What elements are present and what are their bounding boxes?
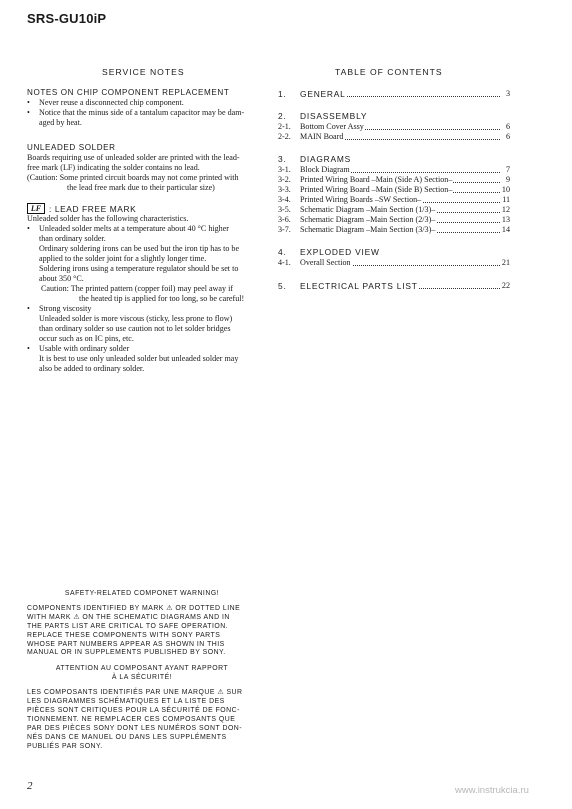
toc-title-text: Printed Wiring Board –Main (Side A) Section– — [300, 175, 453, 184]
toc-entry-general[interactable] — [278, 89, 510, 99]
service-notes-title: SERVICE NOTES — [102, 67, 185, 77]
safety-line: NÉS DANS CE MANUEL OU DANS LES SUPPLÉMENTS — [27, 733, 227, 741]
toc-number: 1. — [278, 89, 287, 99]
text-line: about 350 °C. — [39, 274, 84, 283]
toc-title-text: EXPLODED VIEW — [300, 247, 380, 257]
toc-entry-pwb-sw[interactable] — [278, 195, 510, 205]
toc-entry-exploded-view[interactable] — [278, 247, 510, 257]
safety-line: PAR DES PIÈCES SONY DONT LES NUMÉROS SONT DON- — [27, 724, 243, 732]
chip-notes — [27, 98, 267, 128]
text-line: Ordinary soldering irons can be used but the iron tip has to be — [39, 244, 240, 253]
lead-free-icon: LF — [27, 203, 45, 214]
model-header: SRS-GU10iP — [27, 11, 107, 26]
text-line: occur such as on IC pins, etc. — [39, 334, 134, 343]
text-line: free mark (LF) indicating the solder contains no lead. — [27, 163, 200, 172]
safety-line: MANUAL OR IN SUPPLEMENTS PUBLISHED BY SONY. — [27, 649, 226, 657]
toc-page: 6 — [505, 122, 510, 131]
toc-title-text: Block Diagram — [300, 165, 350, 174]
toc-page: 12 — [501, 205, 510, 214]
text-line: Unleaded solder has the following characteristics. — [27, 214, 189, 223]
list-item: • Usable with ordinary solder — [27, 344, 130, 353]
toc-title-text: Printed Wiring Boards –SW Section– — [300, 195, 422, 204]
list-item: • Never reuse a disconnected chip component. — [27, 98, 184, 107]
toc-page: 6 — [505, 132, 510, 141]
safety-warning — [27, 590, 257, 752]
toc-entry-pwb-side-a[interactable] — [278, 175, 510, 185]
watermark: www.instrukcia.ru — [455, 785, 529, 796]
safety-title-fr: À LA SÉCURITÉ! — [111, 674, 173, 682]
toc-list — [278, 0, 512, 300]
safety-line: LES DIAGRAMMES SCHÉMATIQUES ET LA LISTE DES — [27, 698, 225, 706]
toc-number: 4-1. — [278, 258, 291, 267]
toc-entry-schematic-3[interactable] — [278, 225, 510, 235]
text-line: It is best to use only unleaded solder but unleaded solder may — [39, 354, 239, 363]
list-item: • Strong viscosity — [27, 304, 92, 313]
toc-entry-diagrams[interactable] — [278, 154, 510, 164]
toc-number: 3-1. — [278, 165, 291, 174]
safety-line: THE PARTS LIST ARE CRITICAL TO SAFE OPERATION. — [27, 622, 229, 630]
safety-line: WITH MARK ⚠ ON THE SCHEMATIC DIAGRAMS AND IN — [27, 613, 230, 621]
text-line: Unleaded solder is more viscous (sticky, less prone to flow) — [39, 314, 233, 323]
toc-entry-bottom-cover[interactable] — [278, 122, 510, 132]
toc-entry-parts-list[interactable] — [278, 281, 510, 291]
safety-line: COMPONENTS IDENTIFIED BY MARK ⚠ OR DOTTED LINE — [27, 604, 241, 612]
toc-title-text: DIAGRAMS — [300, 154, 352, 164]
page-number: 2 — [27, 780, 33, 792]
text-line: Soldering irons using a temperature regulator should be set to — [39, 264, 239, 273]
unleaded-notes — [27, 153, 272, 193]
toc-number: 2-2. — [278, 132, 291, 141]
toc-title-text: Printed Wiring Board –Main (Side B) Section– — [300, 185, 453, 194]
safety-line: PUBLIÉS PAR SONY. — [27, 742, 103, 750]
toc-title-text: ELECTRICAL PARTS LIST — [300, 281, 418, 291]
safety-line: TIONNEMENT. NE REMPLACER CES COMPOSANTS QUE — [27, 715, 236, 723]
toc-title-text: Bottom Cover Assy — [300, 122, 364, 131]
unleaded-heading: UNLEADED SOLDER — [27, 143, 116, 152]
lead-free-notes — [27, 214, 272, 374]
toc-number: 3-5. — [278, 205, 291, 214]
toc-entry-block-diagram[interactable] — [278, 165, 510, 175]
text-line: than ordinary solder so use caution not to let solder bridges — [39, 324, 231, 333]
safety-line: REPLACE THESE COMPONENTS WITH SONY PARTS — [27, 631, 221, 639]
toc-page: 21 — [501, 258, 510, 267]
toc-title-text: Overall Section — [300, 258, 351, 267]
toc-number: 3-3. — [278, 185, 291, 194]
toc-page: 22 — [501, 281, 510, 290]
toc-entry-schematic-1[interactable] — [278, 205, 510, 215]
lead-free-label: : LEAD FREE MARK — [49, 204, 137, 214]
toc-title-text: GENERAL — [300, 89, 346, 99]
toc-page: 11 — [502, 195, 510, 204]
toc-page: 10 — [501, 185, 510, 194]
chip-heading: NOTES ON CHIP COMPONENT REPLACEMENT — [27, 88, 230, 97]
toc-entry-overall-section[interactable] — [278, 258, 510, 268]
toc-entry-schematic-2[interactable] — [278, 215, 510, 225]
toc-page: 14 — [501, 225, 510, 234]
list-item: • Notice that the minus side of a tantalum capacitor may be dam- — [27, 108, 245, 117]
toc-number: 3-4. — [278, 195, 291, 204]
safety-line: LES COMPOSANTS IDENTIFIÉS PAR UNE MARQUE ⚠ SUR — [27, 689, 243, 697]
toc-title-text: DISASSEMBLY — [300, 111, 368, 121]
text-line: the heated tip is applied for too long, so be careful! — [79, 294, 245, 303]
toc-number: 3-6. — [278, 215, 291, 224]
toc-number: 4. — [278, 247, 287, 257]
text-line: applied to the solder joint for a slightly longer time. — [39, 254, 207, 263]
toc-title-text: MAIN Board — [300, 132, 344, 141]
toc-title-text: Schematic Diagram –Main Section (1/3)– — [300, 205, 436, 214]
toc-page: 9 — [505, 175, 510, 184]
list-item: aged by heat. — [39, 118, 82, 127]
text-line: also be added to ordinary solder. — [39, 364, 145, 373]
list-item: • Unleaded solder melts at a temperature about 40 °C higher — [27, 224, 230, 233]
text-line: than ordinary solder. — [39, 234, 106, 243]
safety-line: WHOSE PART NUMBERS APPEAR AS SHOWN IN THIS — [27, 640, 225, 648]
toc-number: 3-7. — [278, 225, 291, 234]
safety-line: PIÈCES SONT CRITIQUES POUR LA SÉCURITÉ DE FONC- — [27, 706, 240, 714]
toc-page: 7 — [505, 165, 510, 174]
toc-title: TABLE OF CONTENTS — [335, 67, 443, 77]
toc-number: 5. — [278, 281, 287, 291]
toc-page: 3 — [505, 89, 510, 98]
toc-number: 3-2. — [278, 175, 291, 184]
toc-title-text: Schematic Diagram –Main Section (3/3)– — [300, 225, 436, 234]
text-line: (Caution: Some printed circuit boards may not come printed with — [27, 173, 239, 182]
toc-number: 2. — [278, 111, 287, 121]
text-line: the lead free mark due to their particular size) — [67, 183, 215, 192]
toc-entry-main-board[interactable] — [278, 132, 510, 142]
toc-number: 2-1. — [278, 122, 291, 131]
text-line: Caution: The printed pattern (copper foil) may peel away if — [41, 284, 234, 293]
safety-title-en: SAFETY-RELATED COMPONET WARNING! — [64, 590, 220, 597]
toc-title-text: Schematic Diagram –Main Section (2/3)– — [300, 215, 436, 224]
toc-entry-pwb-side-b[interactable] — [278, 185, 510, 195]
toc-number: 3. — [278, 154, 287, 164]
safety-title-fr: ATTENTION AU COMPOSANT AYANT RAPPORT — [55, 665, 229, 673]
text-line: Boards requiring use of unleaded solder are printed with the lead- — [27, 153, 240, 162]
toc-entry-disassembly[interactable] — [278, 111, 510, 121]
toc-page: 13 — [501, 215, 510, 224]
